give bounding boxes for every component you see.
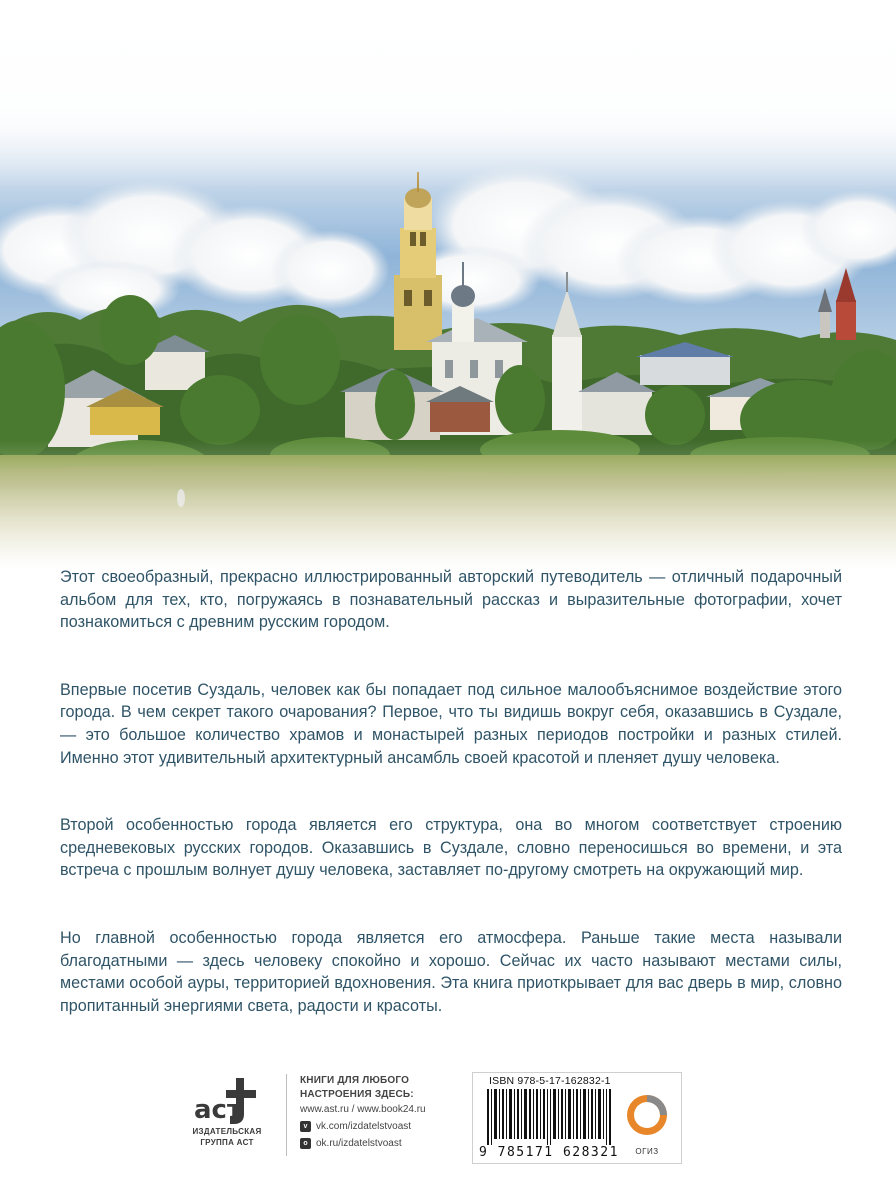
isbn-barcode-box xyxy=(472,1072,682,1164)
ok-icon: o xyxy=(300,1138,311,1149)
ogiz-label: ОГИЗ xyxy=(635,1147,659,1156)
vk-link[interactable] xyxy=(300,1118,470,1135)
promo-title-line1: КНИГИ ДЛЯ ЛЮБОГО xyxy=(300,1075,410,1086)
ok-link[interactable] xyxy=(300,1135,470,1152)
isbn-number: ISBN 978-5-17-162832-1 xyxy=(489,1075,611,1087)
footer-divider xyxy=(286,1074,287,1156)
back-cover-footer xyxy=(0,1060,896,1200)
ogiz-logo xyxy=(625,1093,669,1153)
publisher-caption-line2: ГРУППА АСТ xyxy=(200,1138,254,1147)
ast-logo xyxy=(184,1074,270,1164)
paragraph-3: Второй особенностью города является его структура, она во многом соответствует строению средневековых русских городов. Оказавшись в Суздале, словно переносишься во времени, и эта встреча с прошлым волнует душу человека, заставляет по-другому смотреть на окружающий мир. xyxy=(60,816,842,880)
paragraph-2: Впервые посетив Суздаль, человек как бы попадает под сильное малообъяснимое воздействие этого города. В чем секрет такого очарования? Первое, что ты видишь вокруг себя, оказавшись в Суздале, — это большое количество храмов и монастырей разных периодов постройки и разных стилей. Именно этот удивительный архитектурный ансамбль своей красотой и пленяет душу человека. xyxy=(60,680,842,767)
publisher-promo xyxy=(300,1074,470,1152)
publisher-caption-line1: ИЗДАТЕЛЬСКАЯ xyxy=(192,1127,262,1136)
promo-title-line2: НАСТРОЕНИЯ ЗДЕСЬ: xyxy=(300,1089,414,1100)
publisher-websites[interactable]: www.ast.ru / www.book24.ru xyxy=(300,1104,426,1115)
publisher-caption xyxy=(170,1126,284,1148)
vk-link-text: vk.com/izdatelstvoast xyxy=(316,1121,412,1132)
svg-text:аст: аст xyxy=(194,1095,243,1125)
barcode-icon xyxy=(487,1089,615,1145)
vk-icon: v xyxy=(300,1121,311,1132)
ean-digits: 9 785171 628321 xyxy=(479,1145,619,1160)
paragraph-4: Но главной особенностью города является его атмосфера. Раньше такие места называли благодатными — здесь человеку спокойно и хорошо. Сейчас их часто называют местами силы, местами особой ауры, территорией вдохновения. Эта книга приоткрывает для вас дверь в мир, словно пропитанный энергиями света, радости и красоты. xyxy=(60,928,842,1015)
paragraph-1: Этот своеобразный, прекрасно иллюстрированный авторский путеводитель — отличный подарочный альбом для тех, кто, погружаясь в познавательный рассказ и выразительные фотографии, хочет познакомиться с древним русским городом. xyxy=(60,568,842,632)
cover-photo xyxy=(0,0,896,570)
description xyxy=(60,566,842,1062)
ok-link-text: ok.ru/izdatelstvoast xyxy=(316,1138,402,1149)
